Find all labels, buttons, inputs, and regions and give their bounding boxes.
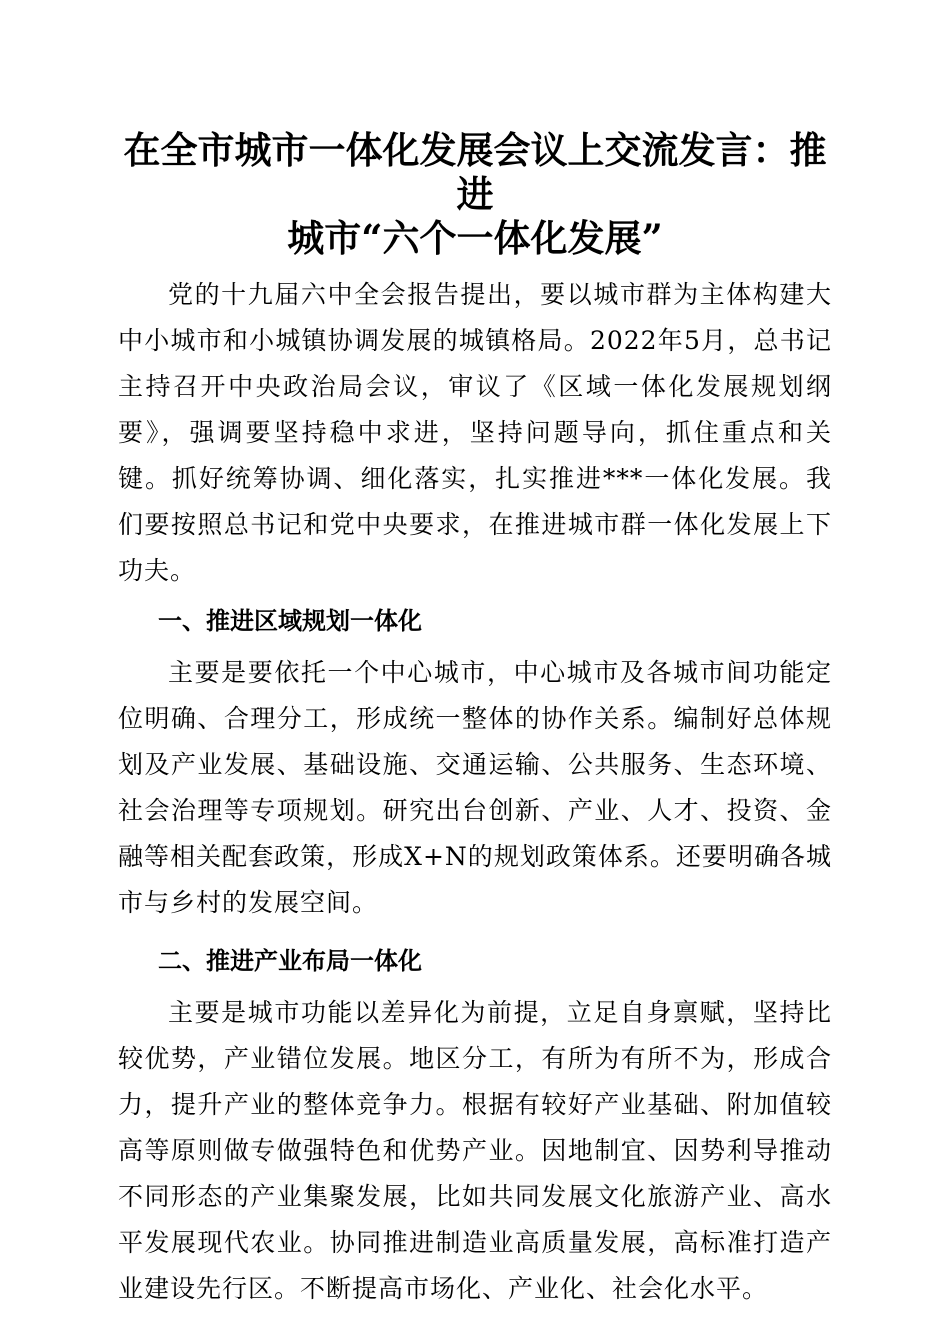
section-2-body: 主要是城市功能以差异化为前提，立足自身禀赋，坚持比较优势，产业错位发展。地区分工，有所为有所不为，形成合力，提升产业的整体竞争力。根据有较好产业基础、附加值较高等原则做专做强特色和优势产业。因地制宜、因势利导推动不同形态的产业集聚发展，比如共同发展文化旅游产业、高水平发展现代农业。协同推进制造业高质量发展，高标准打造产业建设先行区。不断提高市场化、产业化、社会化水平。	[118, 998, 832, 1303]
title-line-1: 在全市城市一体化发展会议上交流发言：推进	[123, 128, 827, 216]
section-2-heading: 二、推进产业布局一体化	[158, 947, 422, 975]
document-title	[118, 128, 832, 260]
title-line-2: 城市“六个一体化发展”	[287, 216, 663, 260]
intro-paragraph: 党的十九届六中全会报告提出，要以城市群为主体构建大中小城市和小城镇协调发展的城镇格局。2022年5月，总书记主持召开中央政治局会议，审议了《区域一体化发展规划纲要》，强调要坚持稳中求进，坚持问题导向，抓住重点和关键。抓好统筹协调、细化落实，扎实推进***一体化发展。我们要按照总书记和党中央要求，在推进城市群一体化发展上下功夫。	[118, 280, 832, 585]
section-1-body: 主要是要依托一个中心城市，中心城市及各城市间功能定位明确、合理分工，形成统一整体的协作关系。编制好总体规划及产业发展、基础设施、交通运输、公共服务、生态环境、社会治理等专项规划。研究出台创新、产业、人才、投资、金融等相关配套政策，形成X+N的规划政策体系。还要明确各城市与乡村的发展空间。	[118, 658, 832, 917]
section-1-heading: 一、推进区域规划一体化	[158, 607, 422, 635]
